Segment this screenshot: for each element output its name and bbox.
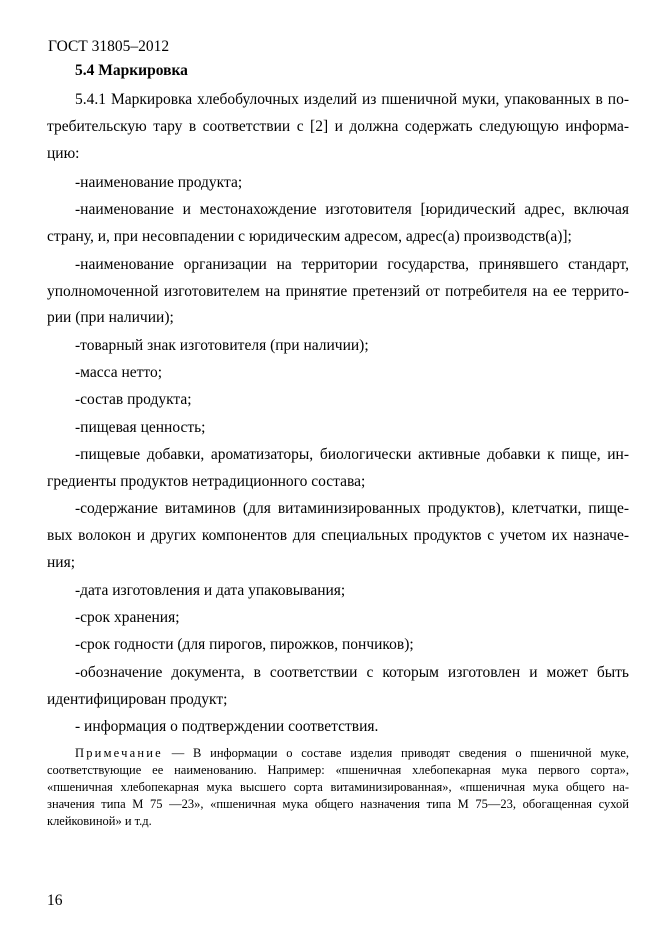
list-item: -состав продукта; bbox=[75, 391, 192, 408]
list-item: -срок годности (для пирогов, пирожков, пончиков); bbox=[75, 636, 414, 653]
list-item: -дата изготовления и дата упаковывания; bbox=[75, 582, 346, 599]
list-item: -масса нетто; bbox=[75, 364, 163, 381]
note-text: — В информации о составе изделия приводят сведения о пшеничной муке, bbox=[162, 746, 629, 760]
paragraph-line: требительскую тару в соответствии с [2] и должна содержать следующую информа- bbox=[47, 118, 629, 135]
note-line: «пшеничная хлебопекарная мука высшего сорта витаминизированная», «пшеничная мука общего на- bbox=[47, 780, 629, 794]
note-label: Примечание bbox=[75, 746, 163, 760]
list-item-continuation: гредиенты продуктов нетрадиционного состава; bbox=[47, 473, 366, 490]
list-item: -наименование и местонахождение изготовителя [юридический адрес, включая bbox=[75, 201, 629, 218]
page-number: 16 bbox=[47, 892, 63, 909]
paragraph-line: цию: bbox=[47, 145, 80, 162]
list-item: -обозначение документа, в соответствии с которым изготовлен и может быть bbox=[75, 664, 629, 681]
note-line: значения типа М 75 —23», «пшеничная мука общего назначения типа М 75—23, обогащенная сухой bbox=[47, 797, 629, 811]
list-item-continuation: уполномоченной изготовителем на принятие претензий от потребителя на ее террито- bbox=[47, 283, 629, 300]
list-item: -содержание витаминов (для витаминизированных продуктов), клетчатки, пище- bbox=[75, 500, 629, 517]
list-item-continuation: идентифицирован продукт; bbox=[47, 691, 228, 708]
list-item-continuation: рии (при наличии); bbox=[47, 309, 174, 326]
list-item: -наименование продукта; bbox=[75, 174, 243, 191]
note-first-line bbox=[75, 746, 629, 761]
note-line: клейковиной» и т.д. bbox=[47, 814, 152, 828]
list-item: - информация о подтверждении соответствия. bbox=[75, 718, 379, 735]
list-item: -пищевые добавки, ароматизаторы, биологически активные добавки к пище, ин- bbox=[75, 446, 629, 463]
list-item-continuation: ния; bbox=[47, 554, 76, 571]
list-item: -пищевая ценность; bbox=[75, 419, 206, 436]
list-item-continuation: вых волокон и других компонентов для специальных продуктов с учетом их назначе- bbox=[47, 527, 629, 544]
list-item: -товарный знак изготовителя (при наличии); bbox=[75, 337, 369, 354]
list-item-continuation: страну, и, при несовпадении с юридическим адресом, адрес(а) производств(а)]; bbox=[47, 228, 572, 245]
document-code: ГОСТ 31805–2012 bbox=[48, 38, 170, 55]
note-line: соответствующие ее наименованию. Например: «пшеничная хлебопекарная мука первого сорта», bbox=[47, 763, 629, 777]
list-item: -наименование организации на территории государства, принявшего стандарт, bbox=[75, 256, 629, 273]
paragraph-line: 5.4.1 Маркировка хлебобулочных изделий из пшеничной муки, упакованных в по- bbox=[75, 91, 629, 108]
section-title: 5.4 Маркировка bbox=[75, 62, 188, 79]
list-item: -срок хранения; bbox=[75, 609, 180, 626]
